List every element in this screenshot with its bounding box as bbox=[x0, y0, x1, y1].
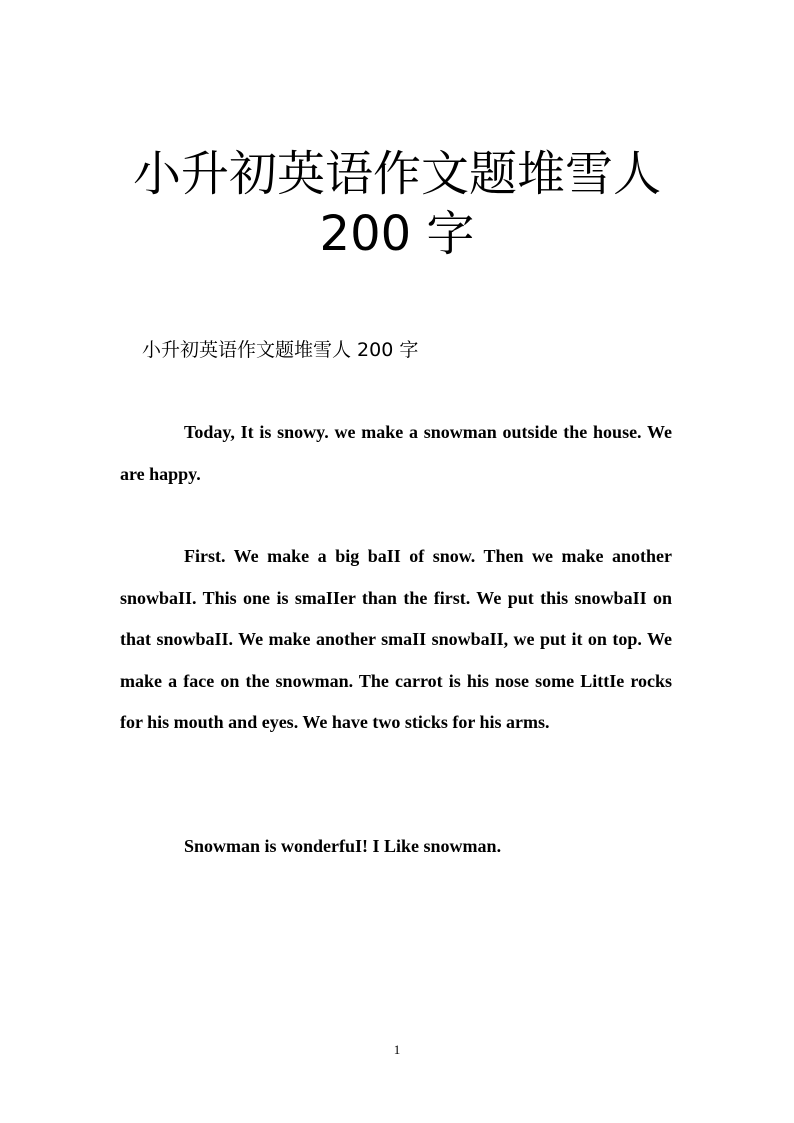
document-subtitle: 小升初英语作文题堆雪人 200 字 bbox=[142, 339, 419, 361]
page-number: 1 bbox=[393, 1042, 401, 1057]
paragraph-1: Today, It is snowy. we make a snowman outside the house. We are happy. bbox=[120, 422, 672, 484]
document-title-line-2: 200 字 bbox=[319, 206, 475, 262]
document-title-line-1: 小升初英语作文题堆雪人 bbox=[132, 146, 661, 202]
paragraph-2: First. We make a big baII of snow. Then we make another snowbaII. This one is smaIIer than the first. We put this snowbaII on that snowbaII. We make another smaII snowbaII, we put it on top. We make a face on the snowman. The carrot is his nose some LittIe rocks for his mouth and eyes. We have two sticks for his arms. bbox=[120, 546, 672, 732]
paragraph-3: Snowman is wonderfuI! I Like snowman. bbox=[184, 836, 502, 856]
